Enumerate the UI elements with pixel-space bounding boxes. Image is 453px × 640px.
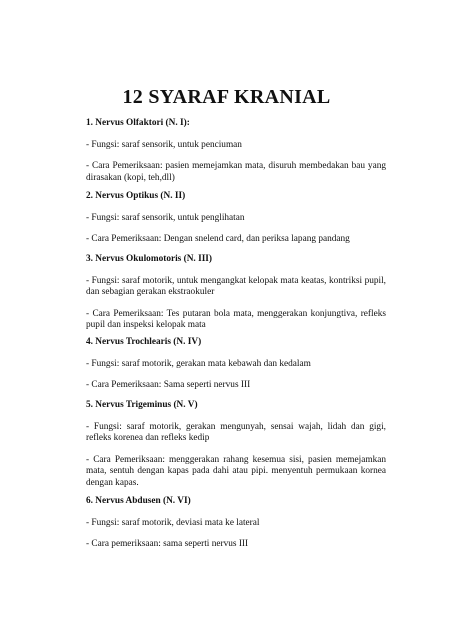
function-text: - Fungsi: saraf sensorik, untuk penglihatan: [86, 212, 245, 223]
section-heading: 4. Nervus Trochlearis (N. IV): [86, 337, 202, 347]
section-nervus-olfaktori: [86, 118, 386, 184]
section-nervus-abdusen: [86, 496, 386, 551]
function-text: - Fungsi: saraf sensorik, untuk penciuman: [86, 139, 242, 150]
page-title: 12 SYARAF KRANIAL: [122, 86, 331, 108]
examination-text: - Cara Pemeriksaan: pasien memejamkan mata, disuruh membedakan bau yang dirasakan (kopi, teh,dll): [86, 161, 386, 183]
examination-text: - Cara Pemeriksaan: Dengan snelend card, dan periksa lapang pandang: [86, 234, 350, 244]
section-nervus-trigeminus: [86, 400, 386, 489]
section-heading: 2. Nervus Optikus (N. II): [86, 191, 186, 201]
section-heading: 6. Nervus Abdusen (N. VI): [86, 496, 191, 506]
examination-text: - Cara Pemeriksaan: menggerakan rahang kesemua sisi, pasien memejamkan mata, sentuh dengan kapas pada dahi atau pipi. menyentuh permukaan kornea dengan kapas.: [86, 454, 386, 488]
function-text: - Fungsi: saraf motorik, gerakan mata kebawah dan kedalam: [86, 358, 311, 369]
section-heading: 1. Nervus Olfaktori (N. I):: [86, 118, 190, 128]
function-text: - Fungsi: saraf motorik, untuk mengangkat kelopak mata keatas, kontriksi pupil, dan sebagian gerakan ekstraokuler: [86, 275, 386, 297]
section-heading: 3. Nervus Okulomotoris (N. III): [86, 254, 213, 264]
function-text: - Fungsi: saraf motorik, deviasi mata ke lateral: [86, 517, 260, 528]
examination-text: - Cara Pemeriksaan: Tes putaran bola mata, menggerakan konjungtiva, refleks pupil dan inspeksi kelopak mata: [86, 308, 386, 330]
function-text: - Fungsi: saraf motorik, gerakan mengunyah, sensai wajah, lidah dan gigi, refleks korenea dan refleks kedip: [86, 421, 386, 443]
section-heading: 5. Nervus Trigeminus (N. V): [86, 400, 198, 410]
examination-text: - Cara Pemeriksaan: Sama seperti nervus III: [86, 380, 251, 390]
section-nervus-okulomotoris: [86, 254, 386, 332]
section-nervus-trochlearis: [86, 337, 386, 392]
examination-text: - Cara pemeriksaan: sama seperti nervus III: [86, 539, 249, 549]
section-nervus-optikus: [86, 191, 386, 246]
